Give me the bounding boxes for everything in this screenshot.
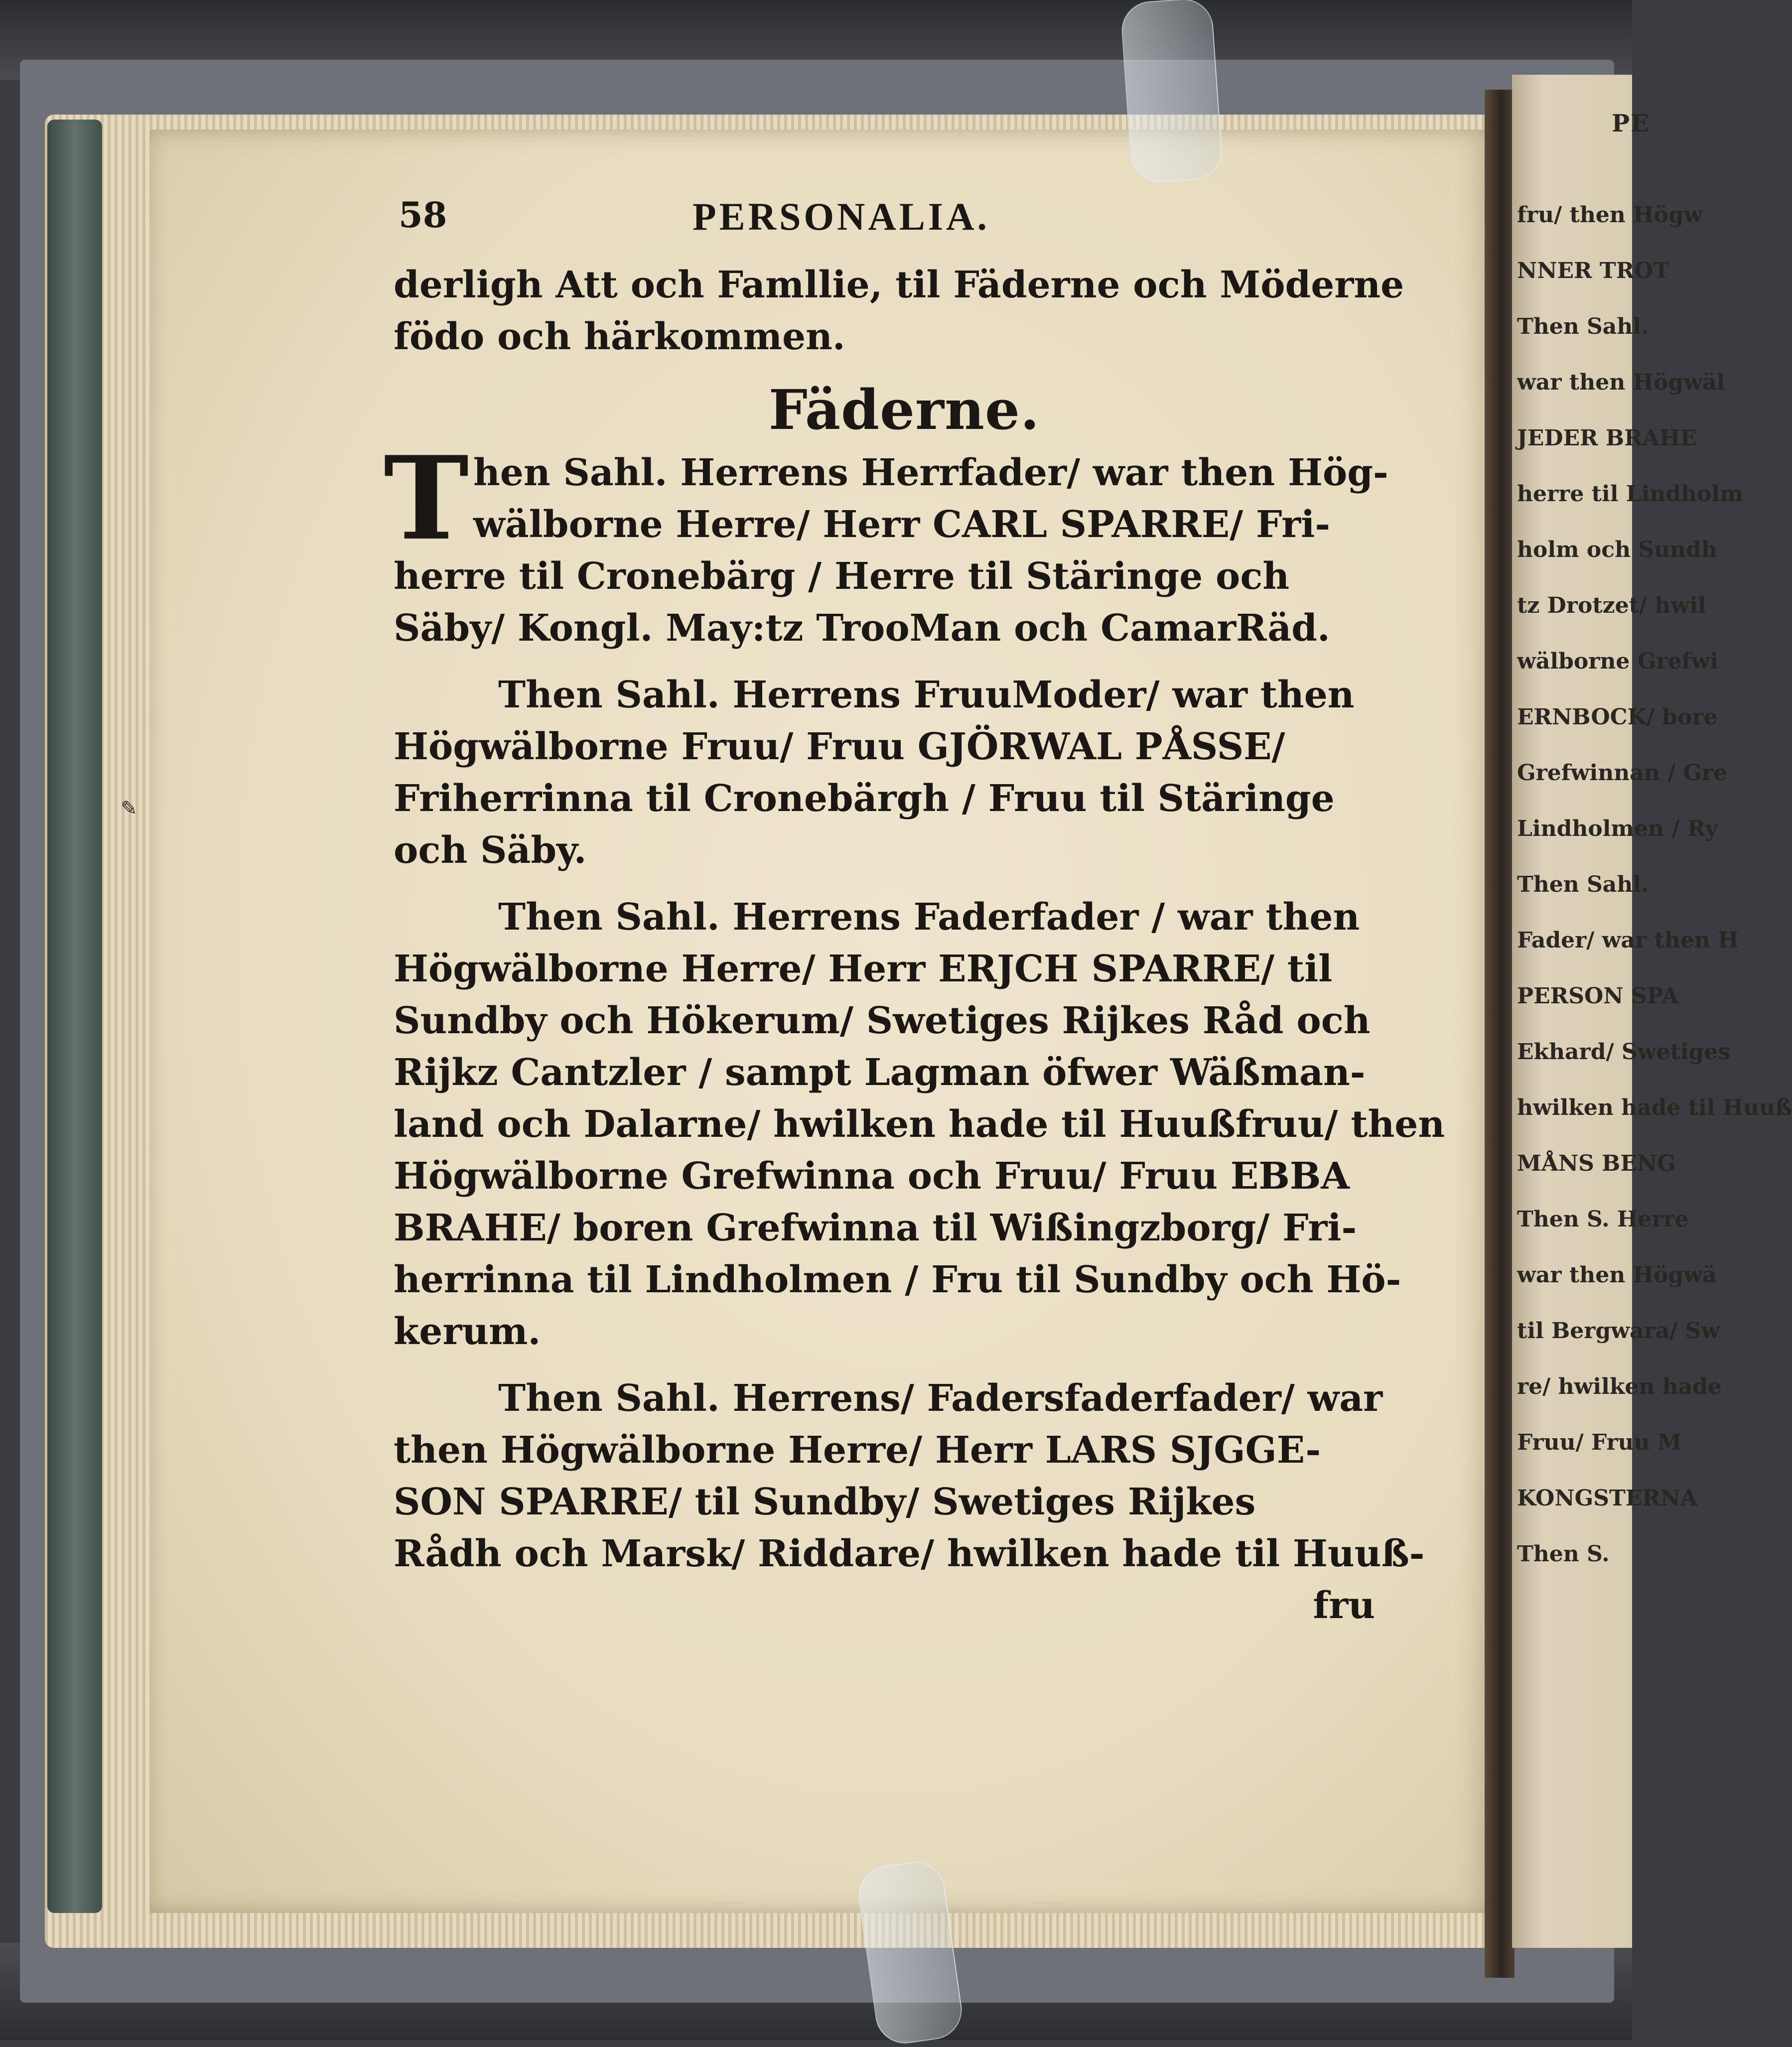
facing-page-line: Ekhard/ Swetiges	[1517, 1039, 1731, 1065]
book-spine	[47, 120, 102, 1913]
facing-page-line: PERSON SPA	[1517, 983, 1679, 1009]
facing-page-line: fru/ then Högw	[1517, 202, 1703, 228]
catchword: fru	[1313, 1584, 1375, 1627]
page-content	[384, 184, 1445, 1646]
paragraph-mother	[394, 669, 1415, 876]
text-line: Sundby och Hökerum/ Swetiges Rijkes Råd och	[394, 999, 1371, 1042]
paragraph-great-grandfather	[394, 1372, 1425, 1632]
facing-page-line: war then Högwäl	[1517, 370, 1725, 395]
margin-mark: ✎	[121, 797, 138, 820]
facing-page-line: Fruu/ Fruu M	[1517, 1430, 1682, 1455]
text-line: Then Sahl. Herrens Faderfader / war then	[498, 896, 1360, 939]
page-header	[394, 184, 1415, 259]
facing-page-line: Then Sahl.	[1517, 314, 1649, 339]
facing-page-line: Then S. Herre	[1517, 1207, 1689, 1232]
text-line: hen Sahl. Herrens Herrfader/ war then Hög-	[473, 451, 1388, 494]
facing-page-line: KONGSTERNA	[1517, 1486, 1698, 1511]
facing-page-line: Then Sahl.	[1517, 872, 1649, 897]
facing-page-line: Fader/ war then H	[1517, 928, 1739, 953]
text-line: Högwälborne Fruu/ Fruu GJÖRWAL PÅSSE/	[394, 725, 1285, 768]
facing-page	[1512, 75, 1792, 1948]
text-line: Friherrinna til Cronebärgh / Fruu til Stäringe	[394, 777, 1335, 820]
text-line: then Högwälborne Herre/ Herr LARS SJGGE-	[394, 1429, 1321, 1472]
section-title: Fäderne.	[768, 378, 1040, 442]
text-line: herre til Cronebärg / Herre til Stäringe och	[394, 555, 1290, 598]
book-gutter	[1485, 90, 1515, 1978]
facing-running-head: PE	[1612, 110, 1650, 137]
text-line: BRAHE/ boren Grefwinna til Wißingzborg/ Fri-	[394, 1207, 1357, 1249]
facing-page-line: re/ hwilken hade	[1517, 1374, 1722, 1399]
drop-capital: T	[384, 431, 469, 566]
text-line: födo och härkommen.	[394, 315, 845, 358]
paragraph-grandfather	[394, 891, 1445, 1358]
text-line: herrinna til Lindholmen / Fru til Sundby och Hö-	[394, 1258, 1401, 1301]
facing-page-line: Grefwinnan / Gre	[1517, 760, 1728, 786]
facing-page-line: tz Drotzet/ hwil	[1517, 593, 1706, 618]
text-line: kerum.	[394, 1310, 541, 1353]
facing-page-line: til Bergwara/ Sw	[1517, 1318, 1720, 1344]
facing-page-line: NNER TROT	[1517, 258, 1670, 283]
text-line: land och Dalarne/ hwilken hade til Huußfruu/ then	[394, 1103, 1445, 1146]
page-holder-clip-top	[1120, 0, 1224, 184]
page-number: 58	[399, 194, 447, 236]
facing-page-line: war then Högwä	[1517, 1262, 1717, 1288]
paragraph-father	[384, 431, 1415, 654]
text-line: Högwälborne Herre/ Herr ERJCH SPARRE/ til	[394, 948, 1333, 990]
text-line: och Säby.	[394, 829, 587, 872]
facing-page-line: holm och Sundh	[1517, 537, 1717, 562]
text-line: Rådh och Marsk/ Riddare/ hwilken hade til Huuß-	[394, 1532, 1425, 1575]
facing-page-line: wälborne Grefwi	[1517, 649, 1718, 674]
facing-page-line: MÅNS BENG	[1517, 1151, 1676, 1176]
opening-lines	[394, 259, 1415, 363]
facing-page-line: JEDER BRAHE	[1517, 425, 1697, 451]
text-line: Säby/ Kongl. May:tz TrooMan och CamarRäd.	[394, 607, 1330, 650]
text-line: Rijkz Cantzler / sampt Lagman öfwer Wäßman-	[394, 1051, 1366, 1094]
facing-page-line: Then S.	[1517, 1541, 1610, 1567]
text-line: Högwälborne Grefwinna och Fruu/ Fruu EBBA	[394, 1155, 1350, 1198]
facing-page-line: herre til Lindholm	[1517, 481, 1743, 507]
text-line: SON SPARRE/ til Sundby/ Swetiges Rijkes	[394, 1481, 1256, 1523]
facing-page-line: ERNBOCK/ bore	[1517, 704, 1718, 730]
facing-page-line: hwilken hade til Huuß	[1517, 1095, 1792, 1120]
text-line: derligh Att och Famllie, til Fäderne och Möderne	[394, 264, 1404, 306]
text-line: Then Sahl. Herrens FruuModer/ war then	[498, 674, 1355, 716]
facing-page-line: Lindholmen / Ry	[1517, 816, 1718, 841]
running-head: PERSONALIA.	[692, 195, 990, 238]
text-line: wälborne Herre/ Herr CARL SPARRE/ Fri-	[473, 503, 1331, 546]
text-line: Then Sahl. Herrens/ Fadersfaderfader/ war	[498, 1377, 1383, 1420]
